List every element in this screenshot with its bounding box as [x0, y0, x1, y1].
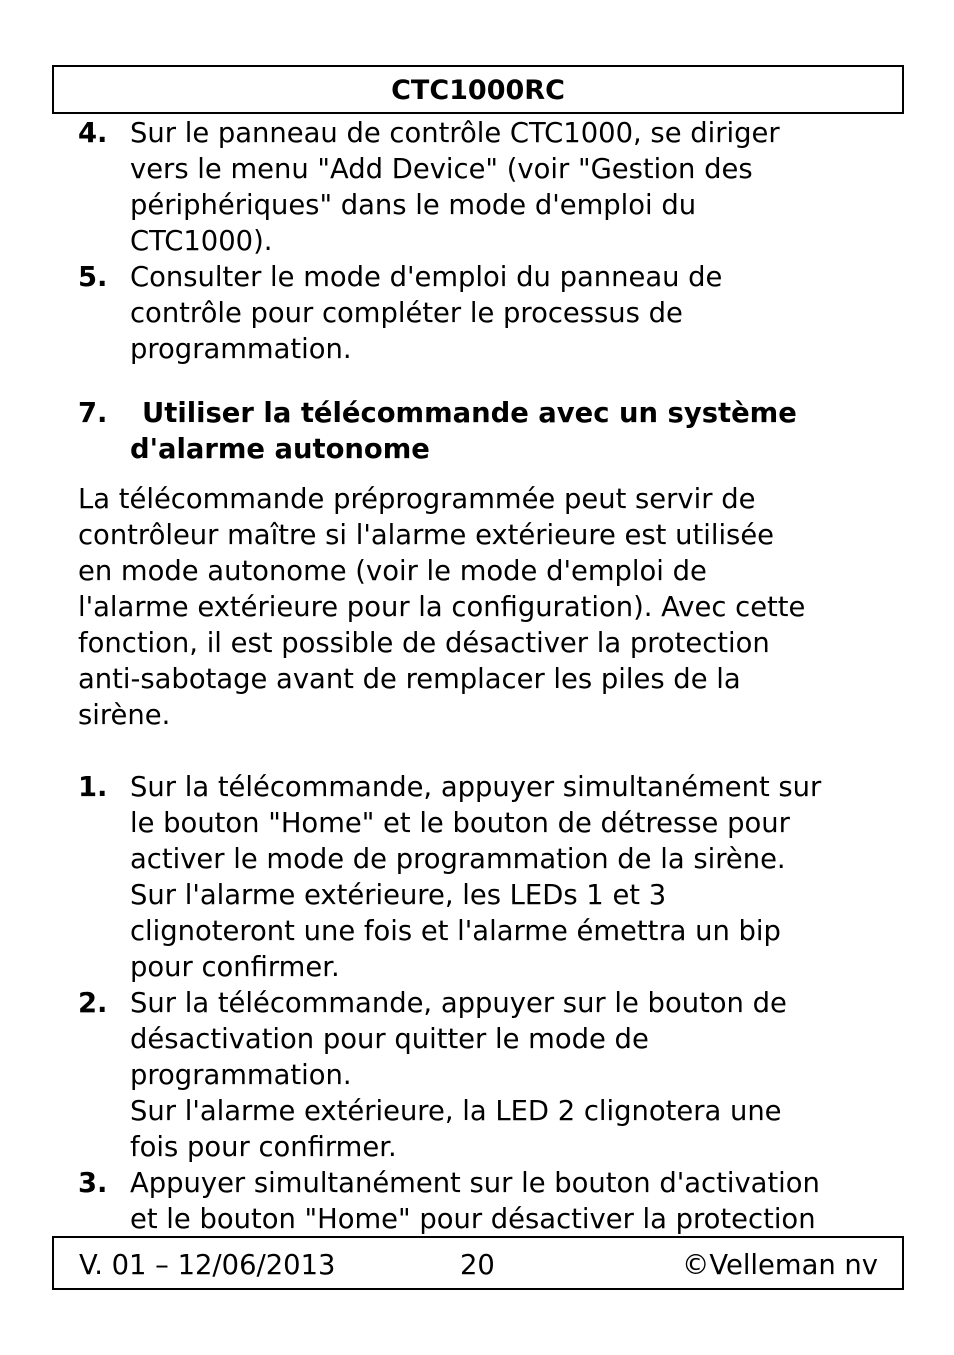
numbered-steps	[78, 770, 888, 1238]
page-content	[78, 116, 888, 1238]
text-line: fonction, il est possible de désactiver la protection	[78, 628, 770, 659]
text-line: contrôleur maître si l'alarme extérieure est utilisée	[78, 520, 775, 551]
text-line: vers le menu "Add Device" (voir "Gestion des	[130, 154, 753, 185]
step-text	[130, 260, 888, 368]
document-title: CTC1000RC	[391, 75, 565, 106]
section-number: 7.	[78, 398, 108, 429]
text-line: anti-sabotage avant de remplacer les piles de la	[78, 664, 741, 695]
list-item-step-4	[78, 116, 888, 260]
text-line: La télécommande préprogrammée peut servir de	[78, 484, 756, 515]
list-item-step-2	[78, 986, 888, 1166]
page-number: 20	[460, 1250, 495, 1281]
page-footer	[52, 1236, 904, 1290]
text-line: Appuyer simultanément sur le bouton d'activation	[130, 1168, 820, 1199]
text-line: Sur l'alarme extérieure, les LEDs 1 et 3	[130, 880, 667, 911]
step-text	[130, 986, 888, 1166]
version-date: V. 01 – 12/06/2013	[79, 1250, 336, 1281]
text-line: Sur le panneau de contrôle CTC1000, se diriger	[130, 118, 780, 149]
section-heading	[78, 396, 888, 468]
text-line: l'alarme extérieure pour la configuration). Avec cette	[78, 592, 806, 623]
step-number: 2.	[78, 988, 108, 1019]
step-text	[130, 770, 888, 986]
step-number: 4.	[78, 118, 108, 149]
text-line: activer le mode de programmation de la sirène.	[130, 844, 786, 875]
page-header	[52, 65, 904, 114]
intro-paragraph	[78, 482, 888, 734]
text-line: et le bouton "Home" pour désactiver la protection	[130, 1204, 816, 1235]
section-title-text	[130, 396, 888, 468]
step-text	[130, 1166, 888, 1238]
text-line: le bouton "Home" et le bouton de détresse pour	[130, 808, 790, 839]
text-line: clignoteront une fois et l'alarme émettra un bip	[130, 916, 781, 947]
text-line: CTC1000).	[130, 226, 273, 257]
text-line: Consulter le mode d'emploi du panneau de	[130, 262, 723, 293]
text-line: pour confirmer.	[130, 952, 340, 983]
section-title-line-2: d'alarme autonome	[130, 434, 430, 465]
copyright-notice: ©Velleman nv	[681, 1250, 878, 1281]
text-line: fois pour confirmer.	[130, 1132, 397, 1163]
text-line: en mode autonome (voir le mode d'emploi de	[78, 556, 707, 587]
text-line: contrôle pour compléter le processus de	[130, 298, 683, 329]
section-title-line-1: Utiliser la télécommande avec un système	[142, 398, 797, 429]
text-line: Sur l'alarme extérieure, la LED 2 clignotera une	[130, 1096, 782, 1127]
text-line: programmation.	[130, 334, 352, 365]
step-text	[130, 116, 888, 260]
text-line: programmation.	[130, 1060, 352, 1091]
text-line: désactivation pour quitter le mode de	[130, 1024, 649, 1055]
text-line: sirène.	[78, 700, 171, 731]
step-number: 5.	[78, 262, 108, 293]
text-line: Sur la télécommande, appuyer simultanément sur	[130, 772, 822, 803]
step-number: 1.	[78, 772, 108, 803]
text-line: périphériques" dans le mode d'emploi du	[130, 190, 697, 221]
list-item-step-3	[78, 1166, 888, 1238]
step-number: 3.	[78, 1168, 108, 1199]
list-item-step-1	[78, 770, 888, 986]
text-line: Sur la télécommande, appuyer sur le bouton de	[130, 988, 787, 1019]
list-item-step-5	[78, 260, 888, 368]
